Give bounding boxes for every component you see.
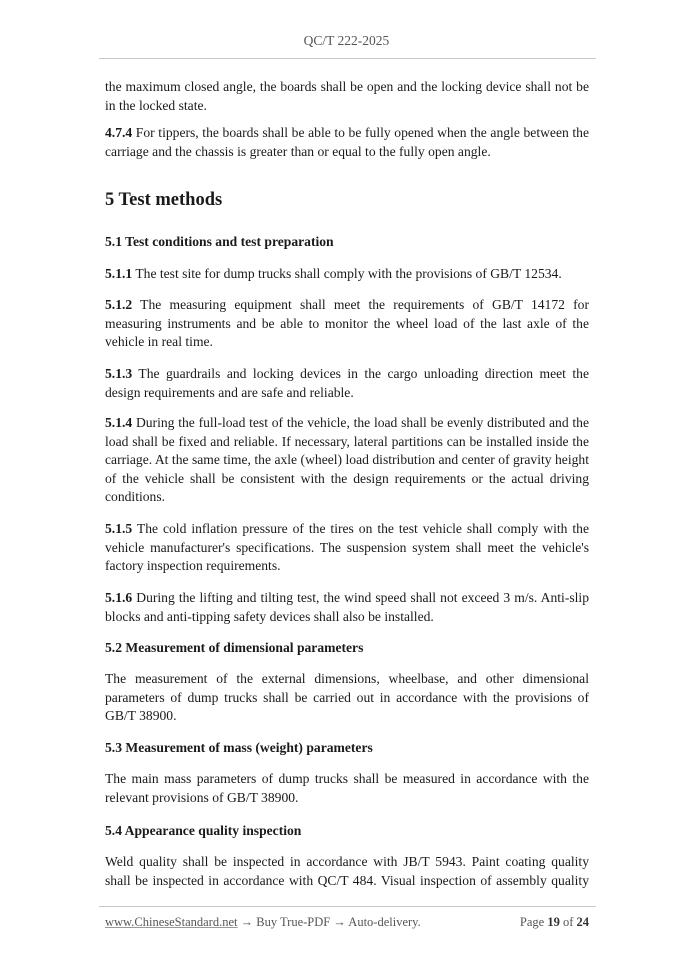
clause-text: The cold inflation pressure of the tires on the test vehicle shall comply with the vehicle manufacturer's specifications. The suspension system shall meet the vehicle's factory inspection requirements. (105, 521, 589, 573)
subsection-title-5-4: 5.4 Appearance quality inspection (105, 823, 302, 838)
page-current: 19 (547, 915, 560, 929)
clause-number: 5.1.4 (105, 415, 133, 430)
clause-number: 5.1.6 (105, 590, 133, 605)
paragraph-4-7-4 (105, 124, 589, 161)
header-doc-id: QC/T 222-2025 (303, 33, 390, 48)
footer-promo (105, 915, 421, 930)
clause-number: 5.1.5 (105, 521, 133, 536)
subsection-title-5-2: 5.2 Measurement of dimensional parameters (105, 640, 364, 655)
clause-number: 5.1.1 (105, 266, 133, 281)
paragraph-continued: the maximum closed angle, the boards shall be open and the locking device shall not be in the locked state. (105, 79, 589, 113)
page-label: Page (519, 915, 548, 929)
paragraph-5-1-6 (105, 589, 589, 626)
subsection-title-5-3: 5.3 Measurement of mass (weight) parameters (105, 740, 373, 755)
footer-promo-text: → Buy True-PDF → Auto-delivery. (237, 915, 421, 929)
page-footer (105, 915, 589, 930)
paragraph-5-2: The measurement of the external dimensions, wheelbase, and other dimensional parameters of dump trucks shall be carried out in accordance with the provisions of GB/T 38900. (105, 671, 589, 723)
clause-text: The guardrails and locking devices in the cargo unloading direction meet the design requirements and are safe and reliable. (105, 366, 589, 400)
clause-number: 4.7.4 (105, 125, 133, 140)
website-link[interactable]: www.ChineseStandard.net (105, 915, 238, 929)
paragraph-5-1-4 (105, 414, 589, 507)
paragraph-5-3: The main mass parameters of dump trucks shall be measured in accordance with the relevant provisions of GB/T 38900. (105, 771, 589, 805)
clause-number: 5.1.3 (105, 366, 133, 381)
page-of-label: of (559, 915, 577, 929)
clause-text: During the full-load test of the vehicle, the load shall be evenly distributed and the load shall be fixed and reliable. If necessary, lateral partitions can be installed inside the carriage. At the same time, the axle (wheel) load distribution and center of gravity height of the vehicle shall be consistent with the design requirements or the actual driving conditions. (105, 415, 589, 504)
paragraph-5-1-5 (105, 520, 589, 576)
clause-text: For tippers, the boards shall be able to be fully opened when the angle between the carriage and the chassis is greater than or equal to the fully open angle. (105, 125, 589, 159)
paragraph-5-4: Weld quality shall be inspected in accordance with JB/T 5943. Paint coating quality shall be inspected in accordance with QC/T 484. Visual inspection of assembly quality (105, 854, 589, 888)
paragraph-5-1-1 (105, 265, 589, 284)
clause-number: 5.1.2 (105, 297, 133, 312)
footer-rule (99, 906, 596, 907)
clause-text: The test site for dump trucks shall comply with the provisions of GB/T 12534. (132, 266, 562, 281)
section-title-5: 5 Test methods (105, 190, 223, 210)
paragraph-5-1-3 (105, 365, 589, 402)
header-rule (99, 58, 596, 59)
clause-text: During the lifting and tilting test, the wind speed shall not exceed 3 m/s. Anti-slip blocks and anti-tipping safety devices shall also be installed. (105, 590, 589, 624)
subsection-title-5-1: 5.1 Test conditions and test preparation (105, 234, 334, 249)
page-total: 24 (576, 915, 589, 929)
clause-text: The measuring equipment shall meet the requirements of GB/T 14172 for measuring instruments and be able to monitor the wheel load of the last axle of the vehicle in real time. (105, 297, 589, 349)
page-number (520, 915, 589, 930)
paragraph-5-1-2 (105, 296, 589, 352)
